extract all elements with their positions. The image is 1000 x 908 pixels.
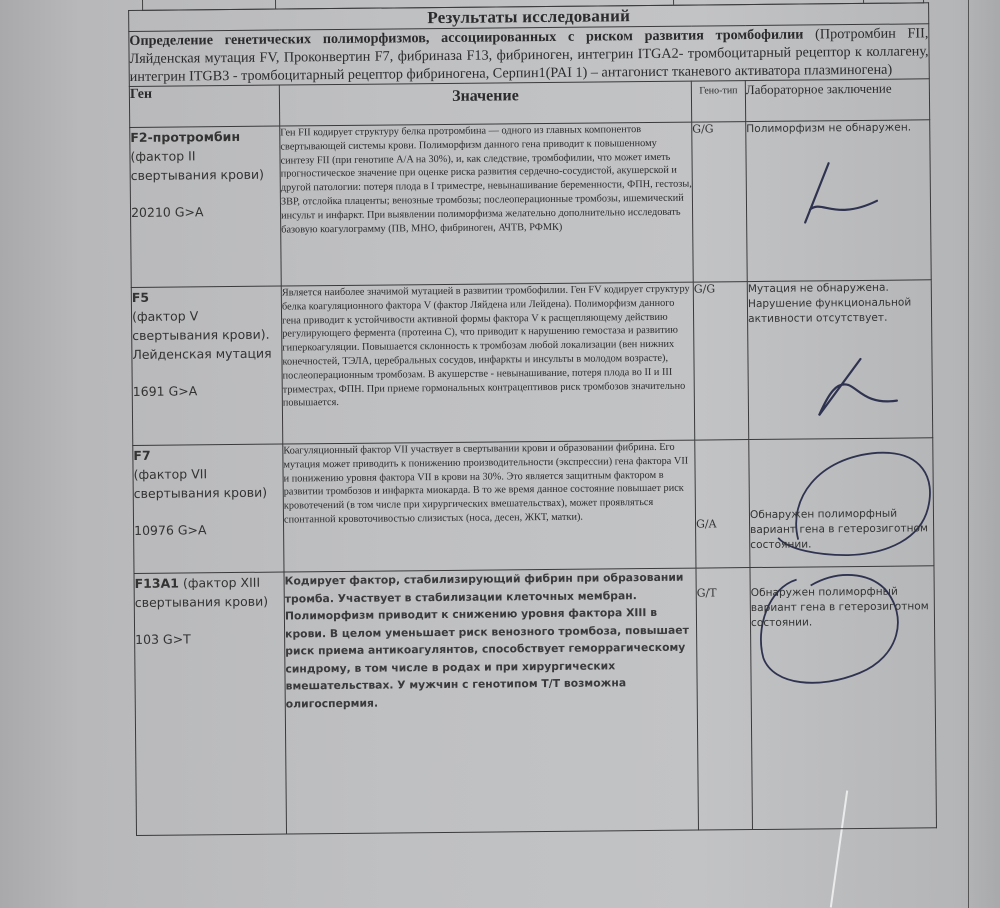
meaning-text: Ген FII кодирует структуру белка протромбина — одного из главных компонентов свертывающей системы крови. Полиморфизм данного гена приводит к повышенному синтезу FII (при генотипе A/A на 30%), и, как следствие, тромбофилии, что может иметь прогностическое значение при оценке риска развития сердечно-сосудистой, акушерской и другой патологии: потеря плода в I триместре, невынашивание беременности, ФПН, гестозы, ЗВР, отслойка плаценты; венозные тромбозы; послеоперационные тромбозы, ишемический инсульт и инфаркт. При выявлении полиморфизма желательно дополнительно исследовать базовую коагулограмму (ПВ, МНО, фибриноген, АЧТВ, РФМК) <box>280 122 694 286</box>
gene-variant: 103 G>T <box>135 631 191 647</box>
gene-name: F5 <box>131 289 150 305</box>
genotype-value: G/A <box>695 440 750 569</box>
genotype-value: G/T <box>696 568 753 831</box>
conclusion-cell <box>750 566 937 830</box>
gene-description: (фактор VII свертывания крови) <box>133 466 268 501</box>
gene-cell <box>131 286 283 445</box>
conclusion-cell <box>746 120 932 282</box>
gene-variant: 10976 G>A <box>134 522 207 538</box>
table-row <box>133 438 934 574</box>
intro-heading: Определение генетических полиморфизмов, ассоциированных с риском развития тромбофилии <box>129 26 804 49</box>
table-row <box>130 120 932 288</box>
conclusion-text: Обнаружен полиморфный вариант гена в гетерозиготном состоянии. <box>750 585 929 630</box>
gene-cell <box>134 572 287 835</box>
column-header-meaning: Значение <box>279 81 691 126</box>
conclusion-cell <box>747 280 933 440</box>
meaning-text: Является наиболее значимой мутацией в развитии тромбофилии. Ген FV кодирует структуру белка коагуляционного фактора V (фактор Ляйдена или Лейдена). Полиморфизм данного гена приводит к устойчивости активной формы фактора V к расщепляющему действию регулирующего фермента (протеина С), что приводит к нарушению гемостаза и развитию гиперкоагуляции. Повышается склонность к тромбозам любой локализации (вен нижних конечностей, ТЭЛА, церебральных сосудов, инфаркты и инсульты в молодом возрасте), послеоперационным тромбозам. В акушерстве - невынашивание, потеря плода во II и III триместрах, ФПН. При приеме гормональных контрацептивов риск тромбозов значительно повышается. <box>281 282 694 444</box>
meaning-text: Коагуляционный фактор VII участвует в свертывании крови и образовании фибрина. Его мутация может приводить к понижению производительности (экспрессии) гена фактора VII и понижению уровня фактора VII в крови на 30%. Это является защитным фактором в развитии тромбозов и инфаркта миокарда. В то же время данное состояние повышает риск кровотечений (в том числе при хирургических вмешательствах), может проявляться спонтанной кровоточивостью слизистых (носа, десен, ЖКТ, матки). <box>283 440 696 572</box>
gene-cell <box>130 126 282 287</box>
column-header-gene: Ген <box>129 85 279 127</box>
page-edge <box>968 0 969 908</box>
document-sheet <box>128 0 956 860</box>
gene-name: F13A1 <box>134 575 179 591</box>
column-header-genotype: Гено-тип <box>691 81 745 123</box>
gene-description: (фактор V свертывания крови). Лейденская мутация <box>131 308 272 362</box>
table-row <box>134 566 937 836</box>
column-header-conclusion: Лабораторное заключение <box>745 79 929 122</box>
gene-description: (фактор II свертывания крови) <box>130 148 265 183</box>
gene-variant: 20210 G>A <box>130 204 204 220</box>
conclusion-cell <box>749 438 934 568</box>
table-row <box>131 280 933 446</box>
conclusion-text: Полиморфизм не обнаружен. <box>746 121 912 136</box>
gene-cell <box>133 444 284 573</box>
meaning-text: Кодирует фактор, стабилизирующий фибрин при образовании тромба. Участвует в стабилизации клеточных мембран. Полиморфизм приводит к снижению уровня фактора XIII в крови. В целом уменьшает риск венозного тромбоза, повышает риск приема антикоагулянтов, способствует геморрагическому синдрому, в том числе в родах и при хирургических вмешательствах. У мужчин с генотипом Т/Т возможна олигоспермия. <box>284 568 698 834</box>
gene-variant: 1691 G>A <box>132 383 198 399</box>
section-title: Результаты исследований <box>129 3 929 32</box>
signature-mark-icon <box>746 120 931 242</box>
gene-description: (фактор XIII свертывания крови) <box>134 574 269 610</box>
intro-text <box>129 24 930 87</box>
gene-name: F2-протромбин <box>130 128 241 145</box>
conclusion-text: Обнаружен полиморфный вариант гена в гетерозиготном состоянии. <box>749 507 929 552</box>
genotype-value: G/G <box>692 122 748 283</box>
gene-name: F7 <box>133 447 151 463</box>
genotype-value: G/G <box>693 282 749 441</box>
results-table <box>128 2 937 836</box>
intro-gene-list: (Протромбин FII, Ляйденская мутация FV, Проконвертин F7, фибриназа F13, фибриноген, интегрин ITGA2- тромбоцитарный рецептор к коллагену, интегрин ITGB3 - тромбоцитарный рецептор фибриногена, Серпин1(PAI 1) – антагонист тканевого активатора плазминогена) <box>129 25 929 85</box>
conclusion-text: Мутация не обнаружена. Нарушение функциональной активности отсутствует. <box>747 281 912 326</box>
